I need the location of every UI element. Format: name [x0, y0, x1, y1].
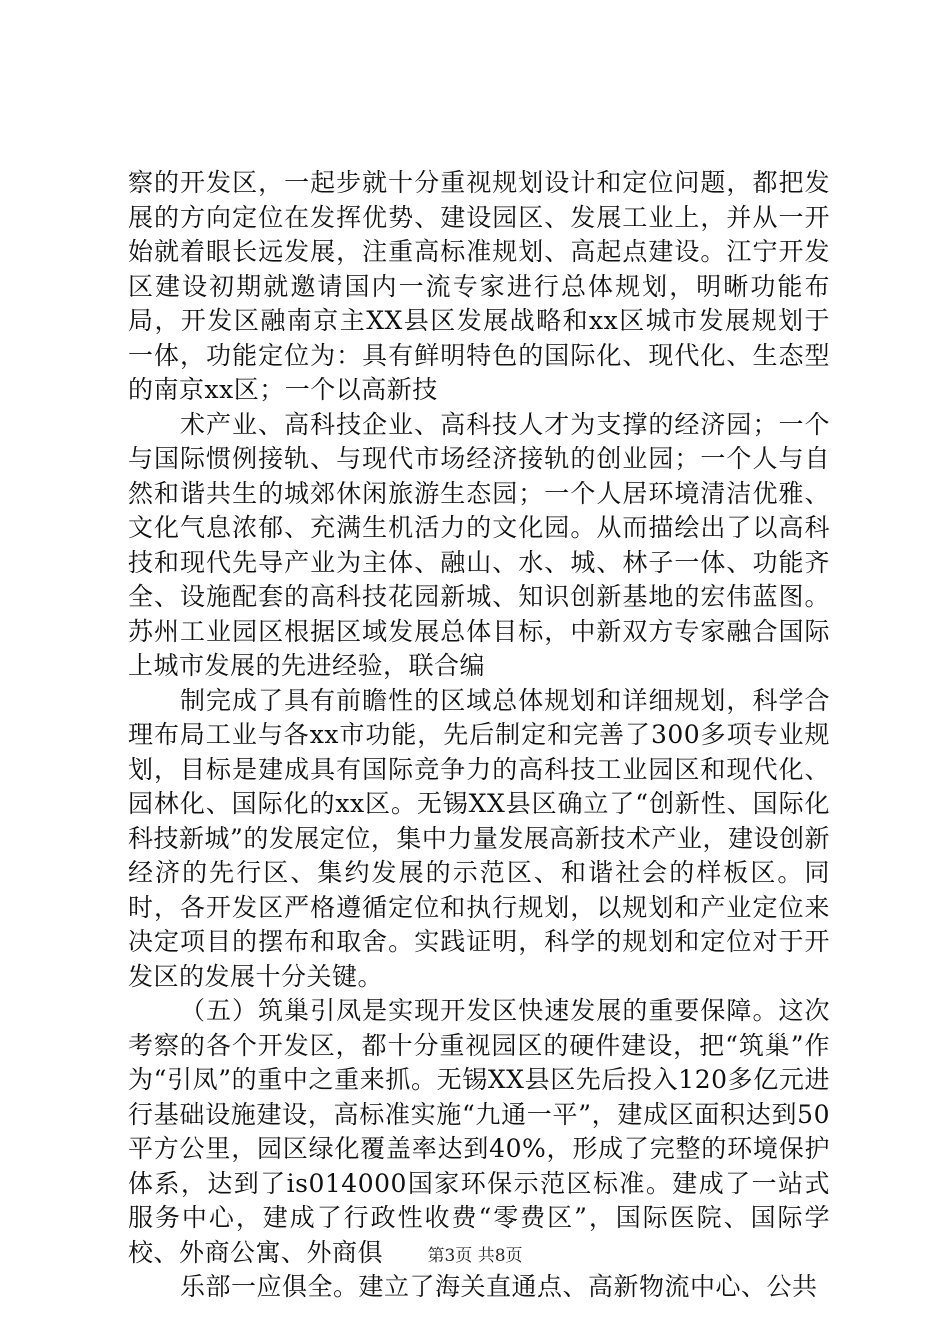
paragraph-1: 察的开发区，一起步就十分重视规划设计和定位问题，都把发展的方向定位在发挥优势、建设园区、发展工业上，并从一开始就着眼长远发展，注重高标准规划、高起点建设。江宁开发区建设初期就邀请国内一流专家进行总体规划，明晰功能布局，开发区融南京主XX县区发展战略和xx区城市发展规划于一体，功能定位为：具有鲜明特色的国际化、现代化、生态型的南京xx区；一个以高新技: [128, 168, 830, 404]
paragraph-3: 制完成了具有前瞻性的区域总体规划和详细规划，科学合理布局工业与各xx市功能，先后制定和完善了300多项专业规划，目标是建成具有国际竞争力的高科技工业园区和现代化、园林化、国际化的xx区。无锡XX县区确立了“创新性、国际化科技新城”的发展定位，集中力量发展高新技术产业，建设创新经济的先行区、集约发展的示范区、和谐社会的样板区。同时，各开发区严格遵循定位和执行规划，以规划和产业定位来决定项目的摆布和取舍。实践证明，科学的规划和定位对于开发区的发展十分关键。: [128, 685, 830, 991]
document-body: [128, 166, 830, 1305]
page-number-footer: 第3页 共8页: [427, 1246, 523, 1266]
paragraph-5: 乐部一应俱全。建立了海关直通点、高新物流中心、公共: [180, 1272, 818, 1301]
paragraph-4: （五）筑巢引凤是实现开发区快速发展的重要保障。这次考察的各个开发区，都十分重视园区的硬件建设，把“筑巢”作为“引凤”的重中之重来抓。无锡XX县区先后投入120多亿元进行基础设施建设，高标准实施“九通一平”，建成区面积达到50平方公里，园区绿化覆盖率达到40%，形成了完整的环境保护体系，达到了is014000国家环保示范区标准。建成了一站式服务中心，建成了行政性收费“零费区”，国际医院、国际学校、外商公寓、外商俱: [128, 996, 830, 1267]
paragraph-2: 术产业、高科技企业、高科技人才为支撑的经济园；一个与国际惯例接轨、与现代市场经济接轨的创业园；一个人与自然和谐共生的城郊休闲旅游生态园；一个人居环境清洁优雅、文化气息浓郁、充满生机活力的文化园。从而描绘出了以高科技和现代先导产业为主体、融山、水、城、林子一体、功能齐全、设施配套的高科技花园新城、知识创新基地的宏伟蓝图。苏州工业园区根据区域发展总体目标，中新双方专家融合国际上城市发展的先进经验，联合编: [128, 409, 830, 680]
